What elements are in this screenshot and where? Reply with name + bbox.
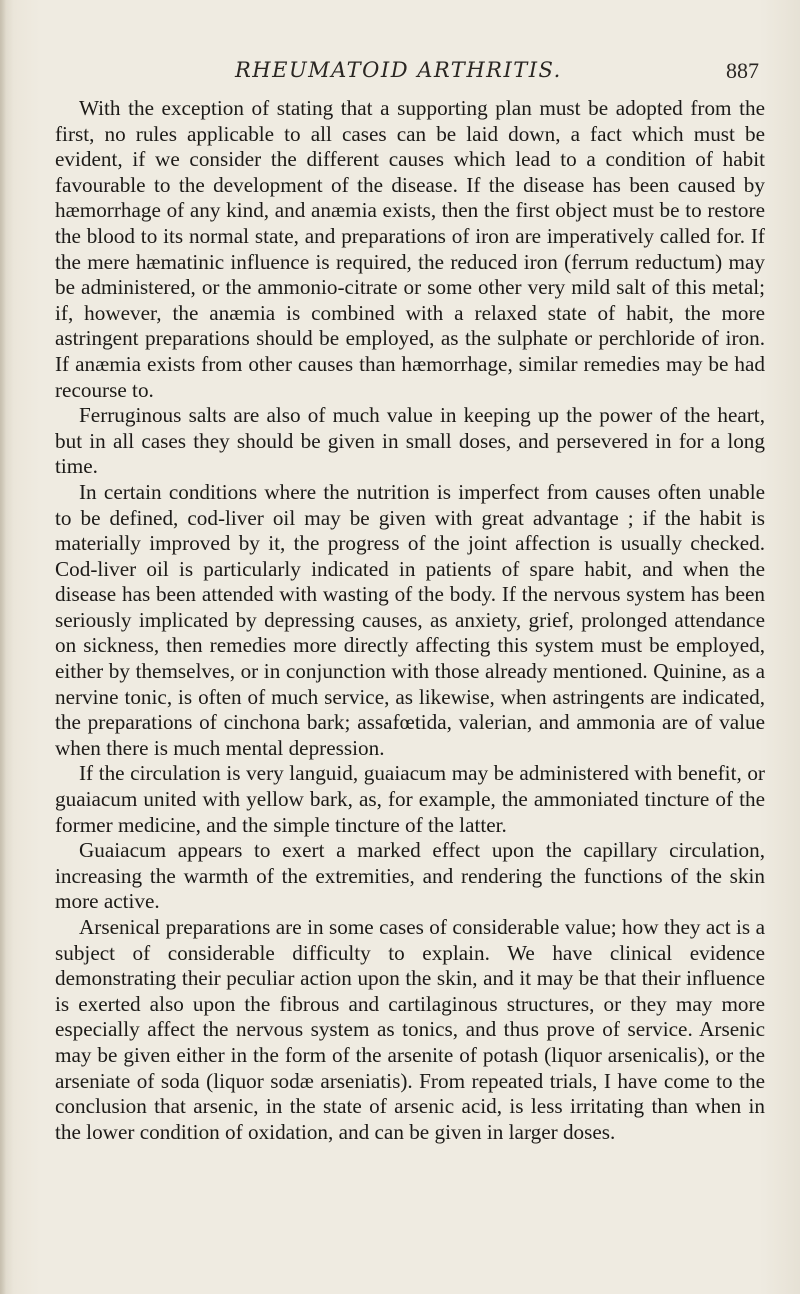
paragraph-guaiacum-circulation: If the circulation is very languid, guaiacum may be administered with benefit, or guaiacum united with yellow bark, as, for example, the ammoniated tincture of the former medicine, and the simple tincture of the latter.	[55, 761, 765, 837]
gutter-shadow	[0, 0, 6, 1294]
paragraph-iron-preparations: With the exception of stating that a supporting plan must be adopted from the first, no rules applicable to all cases can be laid down, a fact which must be evident, if we consider the different causes which lead to a condition of habit favourable to the development of the disease. If the disease has been caused by hæmorrhage of any kind, and anæmia exists, then the first object must be to restore the blood to its normal state, and preparations of iron are imperatively called for. If the mere hæmatinic influence is required, the reduced iron (ferrum reductum) may be administered, or the ammonio-citrate or some other very mild salt of this metal; if, however, the anæmia is combined with a relaxed state of habit, the more astringent preparations should be employed, as the sulphate or perchloride of iron. If anæmia exists from other causes than hæmorrhage, similar remedies may be had recourse to.	[55, 96, 765, 402]
running-title: RHEUMATOID ARTHRITIS.	[235, 58, 562, 82]
body-text	[55, 96, 765, 1145]
paragraph-guaiacum-effect: Guaiacum appears to exert a marked effect upon the capillary circulation, increasing the warmth of the extremities, and rendering the functions of the skin more active.	[55, 838, 765, 914]
page-number: 887	[726, 58, 759, 83]
paragraph-arsenical-preparations: Arsenical preparations are in some cases of considerable value; how they act is a subject of considerable difficulty to explain. We have clinical evidence demonstrating their peculiar action upon the skin, and it may be that their influence is exerted also upon the fibrous and cartilaginous structures, or they may more especially affect the nervous system as tonics, and thus prove of service. Arsenic may be given either in the form of the arsenite of potash (liquor arsenicalis), or the arseniate of soda (liquor sodæ arseniatis). From repeated trials, I have come to the conclusion that arsenic, in the state of arsenic acid, is less irritating than when in the lower condition of oxidation, and can be given in larger doses.	[55, 915, 765, 1144]
paragraph-ferruginous-salts: Ferruginous salts are also of much value in keeping up the power of the heart, but in all cases they should be given in small doses, and persevered in for a long time.	[55, 403, 765, 479]
running-head	[0, 58, 800, 88]
paragraph-cod-liver-oil: In certain conditions where the nutrition is imperfect from causes often unable to be defined, cod-liver oil may be given with great advantage ; if the habit is materially improved by it, the progress of the joint affection is usually checked. Cod-liver oil is particularly indicated in patients of spare habit, and when the disease has been attended with wasting of the body. If the nervous system has been seriously implicated by depressing causes, as anxiety, grief, prolonged attendance on sickness, then remedies more directly affecting this system must be employed, either by themselves, or in conjunction with those already mentioned. Quinine, as a nervine tonic, is often of much service, as likewise, when astringents are indicated, the preparations of cinchona bark; assafœtida, valerian, and ammonia are of value when there is much mental depression.	[55, 479, 765, 760]
